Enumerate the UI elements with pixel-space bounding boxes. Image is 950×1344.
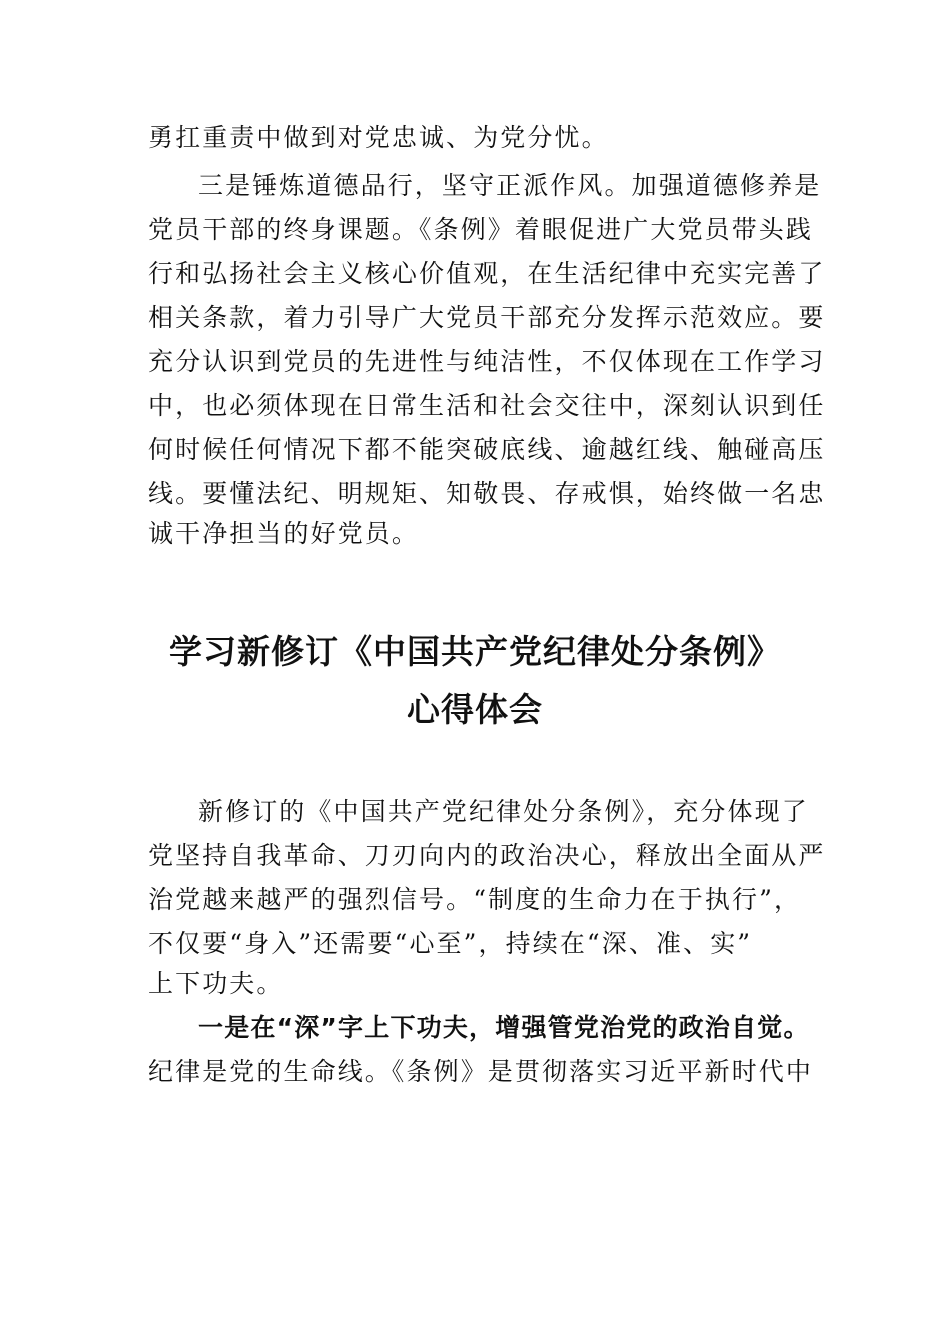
paragraph-line: 党员干部的终身课题。《条例》着眼促进广大党员带头践 <box>148 215 814 244</box>
intro-line: 不仅要“身入”还需要“心至”，持续在“深、准、实” <box>148 929 753 958</box>
point1-heading: 一是在“深”字上下功夫，增强管党治党的政治自觉。 <box>198 1013 810 1042</box>
intro-line: 新修订的《中国共产党纪律处分条例》，充分体现了 <box>198 797 809 826</box>
paragraph-line: 行和弘扬社会主义核心价值观，在生活纪律中充实完善了 <box>148 259 826 288</box>
paragraph-line: 充分认识到党员的先进性与纯洁性，不仅体现在工作学习 <box>148 347 826 376</box>
article-title-line2: 心得体会 <box>407 690 543 729</box>
paragraph-line: 诚干净担当的好党员。 <box>148 519 420 548</box>
intro-line: 治党越来越严的强烈信号。“制度的生命力在于执行”， <box>148 885 802 914</box>
point1-line: 纪律是党的生命线。《条例》是贯彻落实习近平新时代中 <box>148 1057 814 1086</box>
intro-line: 党坚持自我革命、刀刃向内的政治决心，释放出全面从严 <box>148 841 826 870</box>
paragraph-line: 三是锤炼道德品行，坚守正派作风。加强道德修养是 <box>198 171 822 200</box>
article-title-line1: 学习新修订《中国共产党纪律处分条例》 <box>169 632 781 671</box>
paragraph-line: 中，也必须体现在日常生活和社会交往中，深刻认识到任 <box>148 391 826 420</box>
intro-line: 上下功夫。 <box>148 969 284 998</box>
paragraph-line: 何时候任何情况下都不能突破底线、逾越红线、触碰高压 <box>148 435 826 464</box>
paragraph-line: 相关条款，着力引导广大党员干部充分发挥示范效应。要 <box>148 303 826 332</box>
paragraph-line: 勇扛重责中做到对党忠诚、为党分忧。 <box>148 123 609 152</box>
paragraph-line: 线。要懂法纪、明规矩、知敬畏、存戒惧，始终做一名忠 <box>148 479 826 508</box>
